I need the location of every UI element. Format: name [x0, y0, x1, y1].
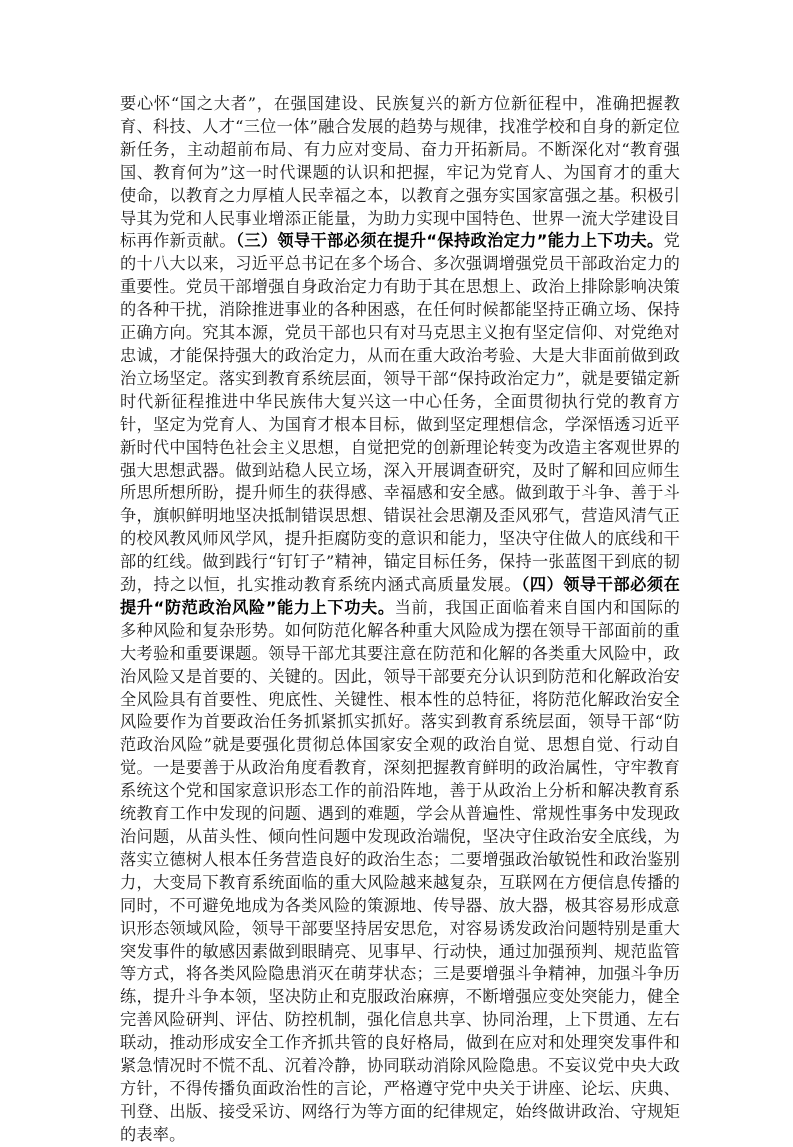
document-body — [120, 93, 680, 1147]
section-4-heading: （四）领导干部必须在提升“防范政治风险”能力上下功夫。 — [120, 575, 680, 617]
intro-paragraph: 要心怀“国之大者”，在强国建设、民族复兴的新方位新征程中，准确把握教育、科技、人才“三位一体”融合发展的趋势与规律，找准学校和自身的新定位新任务，主动超前布局、有力应对变局、奋力开拓新局。不断深化对“教育强国、教育何为”这一时代课题的认识和把握，牢记为党育人、为国育才的重大使命，以教育之力厚植人民幸福之本，以教育之强夯实国家富强之基。积极引导其为党和人民事业增添正能量，为助力实现中国特色、世界一流大学建设目标再作新贡献。 — [120, 94, 680, 251]
section-4-body: 当前，我国正面临着来自国内和国际的多种风险和复杂形势。如何防范化解各种重大风险成为摆在领导干部面前的重大考验和重要课题。领导干部尤其要注意在防范和化解的各类重大风险中，政治风险又是首要的、关键的。因此，领导干部要充分认识到防范和化解政治安全风险具有首要性、兜底性、关键性、根本性的总特征，将防范化解政治安全风险要作为首要政治任务抓紧抓实抓好。落实到教育系统层面，领导干部“防范政治风险”就是要强化贯彻总体国家安全观的政治自觉、思想自觉、行动自觉。一是要善于从政治角度看教育，深刻把握教育鲜明的政治属性，守牢教育系统这个党和国家意识形态工作的前沿阵地，善于从政治上分析和解决教育系统教育工作中发现的问题、遇到的难题，学会从普遍性、常规性事务中发现政治问题，从苗头性、倾向性问题中发现政治端倪，坚决守住政治安全底线，为落实立德树人根本任务营造良好的政治生态；二要增强政治敏锐性和政治鉴别力，大变局下教育系统面临的重大风险越来越复杂，互联网在方便信息传播的同时，不可避免地成为各类风险的策源地、传导器、放大器，极其容易形成意识形态领域风险，领导干部要坚持居安思危，对容易诱发政治问题特别是重大突发事件的敏感因素做到眼睛亮、见事早、行动快，通过加强预判、规范监管等方式，将各类风险隐患消灭在萌芽状态；三是要增强斗争精神，加强斗争历练，提升斗争本领，坚决防止和克服政治麻痹，不断增强应变处突能力，健全完善风险研判、评估、防控机制，强化信息共享、协同治理，上下贯通、左右联动，推动形成安全工作齐抓共管的良好格局，做到在应对和处理突发事件和紧急情况时不慌不乱、沉着冷静，协同联动消除风险隐患。不妄议党中央大政方针，不得传播负面政治性的言论，严格遵守党中央关于讲座、论坛、庆典、刊登、出版、接受采访、网络行为等方面的纪律规定，始终做讲政治、守规矩的表率。 — [120, 597, 680, 1144]
section-3-heading: （三）领导干部必须在提升“保持政治定力”能力上下功夫。 — [235, 231, 664, 251]
section-3-body: 党的十八大以来，习近平总书记在多个场合、多次强调增强党员干部政治定力的重要性。党员干部增强自身政治定力有助于其在思想上、政治上排除影响决策的各种干扰，消除推进事业的各种困惑，在任何时候都能坚持正确立场、保持正确方向。究其本源，党员干部也只有对马克思主义抱有坚定信仰、对党绝对忠诚，才能保持强大的政治定力，从而在重大政治考验、大是大非面前做到政治立场坚定。落实到教育系统层面，领导干部“保持政治定力”，就是要锚定新时代新征程推进中华民族伟大复兴这一中心任务，全面贯彻执行党的教育方针，坚定为党育人、为国育才根本目标，做到坚定理想信念，学深悟透习近平新时代中国特色社会主义思想，自觉把党的创新理论转变为改造主客观世界的强大思想武器。做到站稳人民立场，深入开展调查研究，及时了解和回应师生所思所想所盼，提升师生的获得感、幸福感和安全感。做到敢于斗争、善于斗争，旗帜鲜明地坚决抵制错误思想、错误社会思潮及歪风邪气，营造风清气正的校风教风师风学风，提升拒腐防变的意识和能力，坚决守住做人的底线和干部的红线。做到践行“钉钉子”精神，锚定目标任务，保持一张蓝图干到底的韧劲，持之以恒，扎实推动教育系统内涵式高质量发展。 — [120, 231, 680, 595]
